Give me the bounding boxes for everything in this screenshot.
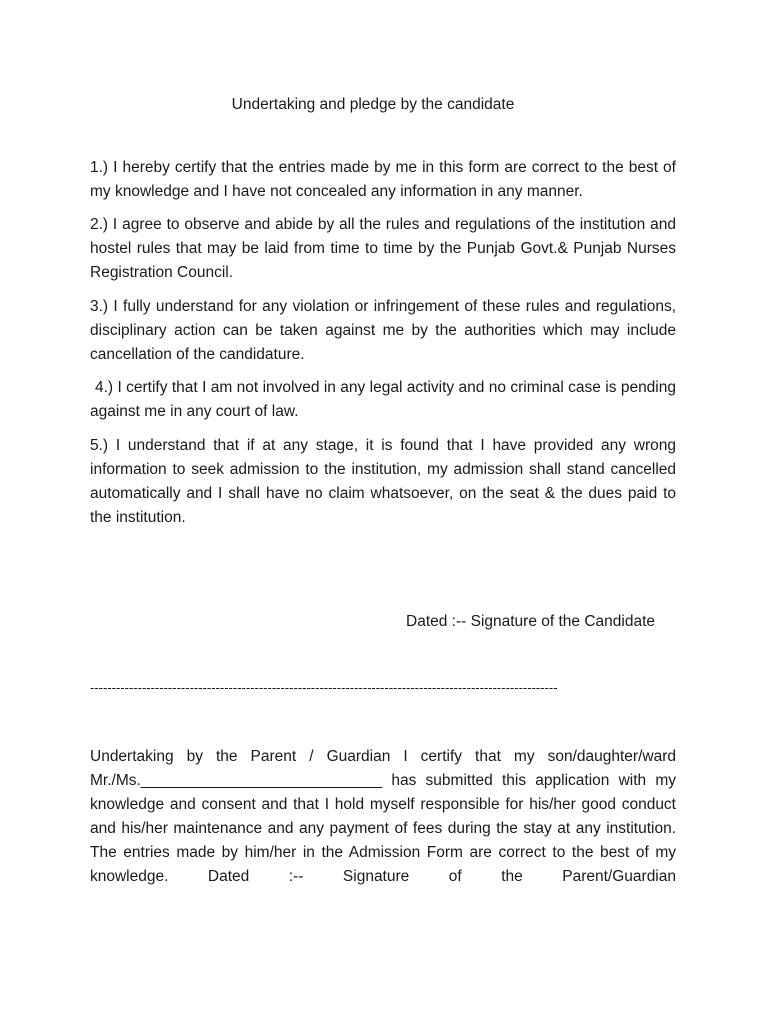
clause-1: 1.) I hereby certify that the entries made by me in this form are correct to the best of my knowledge and I have not concealed any information in any manner.: [90, 159, 676, 200]
clause-4: 4.) I certify that I am not involved in any legal activity and no criminal case is pending against me in any court of law.: [90, 379, 676, 420]
section-divider: ------------------------------------------------------------------------------------------------------------: [90, 680, 558, 695]
document-title: Undertaking and pledge by the candidate: [231, 96, 515, 113]
clause-5: 5.) I understand that if at any stage, it is found that I have provided any wrong information to seek admission to the institution, my admission shall stand cancelled automatically and I shall have no claim whatsoever, on the seat & the dues paid to the institution.: [90, 437, 676, 526]
candidate-signature-line: Dated :-- Signature of the Candidate: [406, 613, 656, 630]
clause-2: 2.) I agree to observe and abide by all the rules and regulations of the institution and hostel rules that may be laid from time to time by the Punjab Govt.& Punjab Nurses Registration Council.: [90, 216, 676, 281]
guardian-undertaking: Undertaking by the Parent / Guardian I certify that my son/daughter/ward Mr./Ms.____________________________ has submitted this application with my knowledge and consent and that I hold myself responsible for his/her good conduct and his/her maintenance and any payment of fees during the stay at any institution. The entries made by him/her in the Admission Form are correct to the best of my knowledge. Dated :-- Signature of the Parent/Guardian: [90, 748, 676, 885]
clause-3: 3.) I fully understand for any violation or infringement of these rules and regulations, disciplinary action can be taken against me by the authorities which may include cancellation of the candidature.: [90, 298, 676, 363]
